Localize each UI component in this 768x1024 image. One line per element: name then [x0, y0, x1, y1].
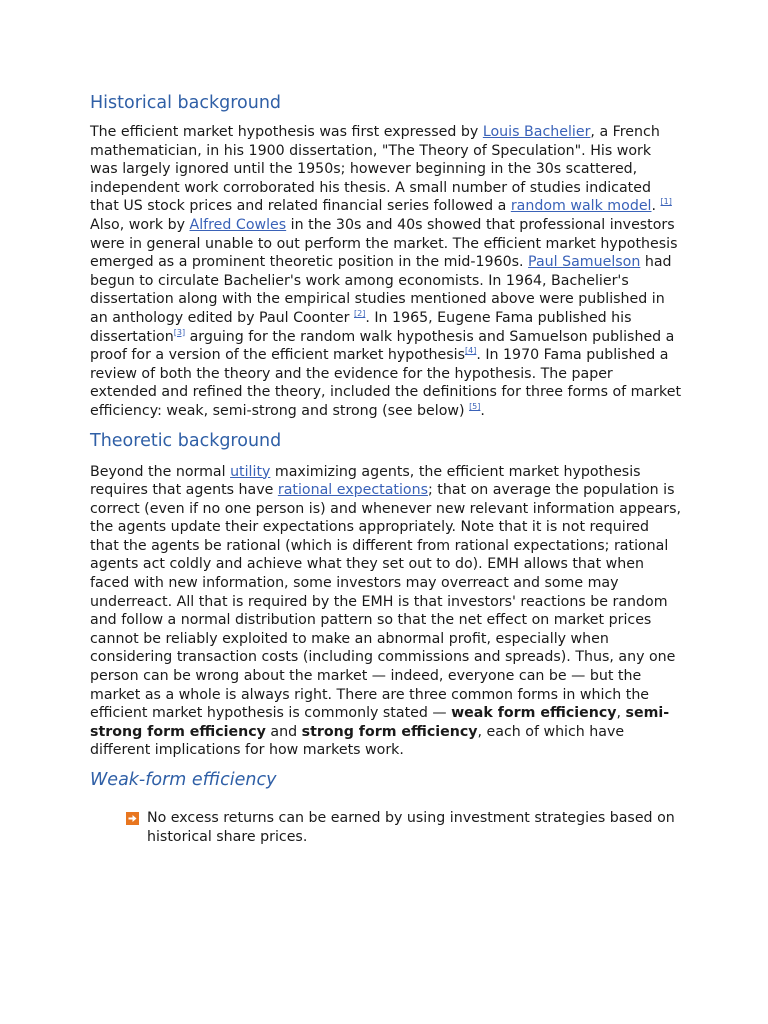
list-item-text: No excess returns can be earned by using investment strategies based on historical share prices. — [147, 810, 675, 845]
reference-3[interactable]: [3] — [173, 327, 186, 337]
list-item — [126, 809, 682, 846]
link-alfred-cowles[interactable]: Alfred Cowles — [189, 216, 287, 233]
link-random-walk-model[interactable]: random walk model — [510, 198, 652, 215]
term-weak-form-efficiency: weak form efficiency — [451, 705, 617, 722]
term-strong-form-efficiency: strong form efficiency — [301, 723, 478, 740]
heading-theoretic-background: Theoretic background — [90, 430, 282, 451]
heading-historical-background: Historical background — [90, 93, 282, 113]
reference-5[interactable]: [5] — [469, 401, 481, 411]
link-rational-expectations[interactable]: rational expectations — [277, 482, 428, 499]
reference-4[interactable]: [4] — [464, 346, 477, 356]
weak-form-list — [90, 809, 682, 846]
term-semi-strong-form-efficiency: semi-strong form efficiency — [90, 705, 670, 740]
arrow-right-icon — [126, 812, 139, 825]
link-utility[interactable]: utility — [230, 463, 271, 480]
paragraph-historical: The efficient market hypothesis was first expressed by Louis Bachelier, a French mathematician, in his 1900 dissertation, "The Theory of Speculation". His work was largely ignored until the 1950s; however beginning in the 30s scattered, independent work corroborated his thesis. A small number of studies indicated that US stock prices and related financial series followed a random walk model. [1] Also, work by Alfred Cowles in the 30s and 40s showed that professional investors were in general unable to out perform the market. The efficient market hypothesis emerged as a prominent theoretic position in the mid-1960s. Paul Samuelson had begun to circulate Bachelier's work among economists. In 1964, Bachelier's dissertation along with the empirical studies mentioned above were published in an anthology edited by Paul Coonter [2]. In 1965, Eugene Fama published his dissertation[3] arguing for the random walk hypothesis and Samuelson published a proof for a version of the efficient market hypothesis[4]. In 1970 Fama published a review of both the theory and the evidence for the hypothesis. The paper extended and refined the theory, included the definitions for three forms of market efficiency: weak, semi-strong and strong (see below) [5]. — [90, 124, 682, 419]
reference-2[interactable]: [2] — [354, 308, 366, 318]
article-body — [90, 92, 682, 846]
paragraph-theoretic: Beyond the normal utility maximizing agents, the efficient market hypothesis requires that agents have rational expectations; that on average the population is correct (even if no one person is) and whenever new relevant information appears, the agents update their expectations appropriately. Note that it is not required that the agents be rational (which is different from rational expectations; rational agents act coldly and achieve what they set out to do). EMH allows that when faced with new information, some investors may overreact and some may underreact. All that is required by the EMH is that investors' reactions be random and follow a normal distribution pattern so that the net effect on market prices cannot be reliably exploited to make an abnormal profit, especially when considering transaction costs (including commissions and spreads). Thus, any one person can be wrong about the market — indeed, everyone can be — but the market as a whole is always right. There are three common forms in which the efficient market hypothesis is commonly stated — weak form efficiency, semi-strong form efficiency and strong form efficiency, each of which have different implications for how markets work. — [90, 463, 682, 759]
heading-weak-form-efficiency: Weak-form efficiency — [90, 770, 277, 790]
reference-1[interactable]: [1] — [660, 197, 672, 207]
link-paul-samuelson[interactable]: Paul Samuelson — [528, 254, 641, 271]
link-louis-bachelier[interactable]: Louis Bachelier — [482, 124, 591, 140]
